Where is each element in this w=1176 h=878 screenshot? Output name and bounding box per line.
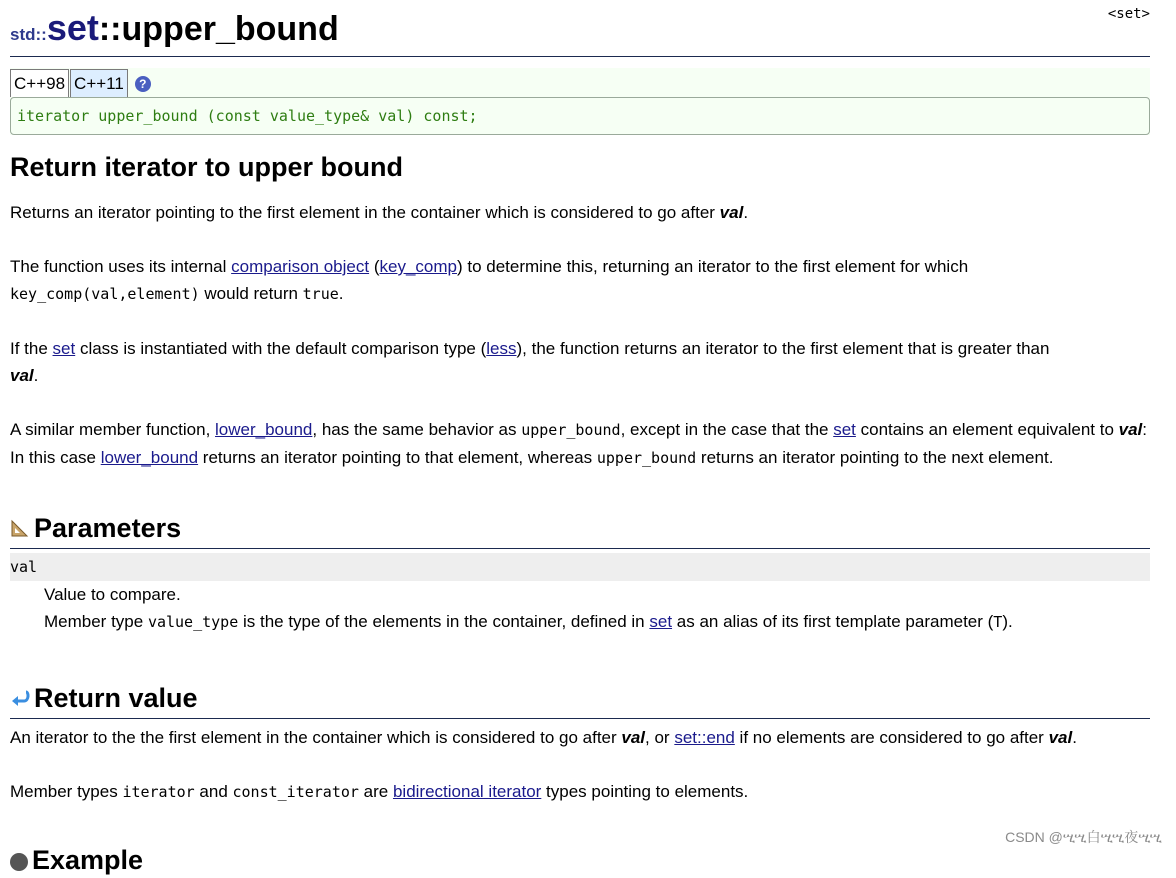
text: A similar member function,	[10, 420, 216, 439]
parameter-desc-line-1: Value to compare.	[44, 585, 181, 604]
inline-code: key_comp(val,element)	[10, 285, 200, 303]
lower-bound-link[interactable]: lower_bound	[100, 448, 199, 467]
text: if no elements are considered to go after	[734, 728, 1049, 747]
text: , has the same behavior as	[312, 420, 522, 439]
comparison-object-link[interactable]: comparison object	[231, 257, 370, 276]
text: ), the function returns an iterator to the first element that is greater than	[516, 339, 1050, 358]
example-icon	[10, 853, 28, 871]
text: (	[369, 257, 380, 276]
param-ref: val	[621, 728, 646, 747]
param-ref: val	[719, 203, 744, 222]
version-tabs	[10, 68, 1150, 97]
text: .	[33, 366, 39, 385]
tab-cpp11[interactable]: C++11	[70, 69, 128, 97]
text: returns an iterator pointing to the next element.	[696, 448, 1054, 467]
text: , except in the case that the	[620, 420, 834, 439]
function-prototype: iterator upper_bound (const value_type& val) const;	[10, 97, 1150, 135]
page-title	[10, 6, 339, 57]
parameters-heading: Parameters	[34, 513, 182, 543]
text: is the type of the elements in the container, defined in	[238, 612, 650, 631]
ruler-triangle-icon	[10, 518, 30, 538]
description-paragraph-2	[10, 253, 1150, 308]
inline-code: T	[993, 613, 1003, 631]
header-file-tag: <set>	[1107, 6, 1150, 22]
param-ref: val	[1048, 728, 1073, 747]
less-link[interactable]: less	[486, 339, 517, 358]
parameters-section-header	[10, 508, 1150, 549]
text: ) to determine this, returning an iterator to the first element for which	[456, 257, 969, 276]
param-ref: val	[1118, 420, 1143, 439]
bidirectional-iterator-link[interactable]: bidirectional iterator	[392, 782, 542, 801]
text: and	[194, 782, 233, 801]
inline-code: upper_bound	[596, 449, 697, 467]
text: would return	[199, 284, 303, 303]
parameter-description	[10, 581, 1150, 636]
return-value-heading: Return value	[34, 683, 198, 713]
text: are	[358, 782, 393, 801]
text: types pointing to elements.	[541, 782, 749, 801]
return-paragraph-1	[10, 724, 1150, 751]
text: returns an iterator pointing to that element, whereas	[198, 448, 597, 467]
text: contains an element equivalent to	[855, 420, 1119, 439]
text: , or	[645, 728, 675, 747]
declaration-box	[10, 68, 1150, 135]
set-link[interactable]: set	[649, 612, 673, 631]
text: as an alias of its first template parameter (	[672, 612, 994, 631]
text: ).	[1002, 612, 1013, 631]
description-paragraph-1	[10, 199, 1150, 226]
description-paragraph-4	[10, 416, 1150, 472]
text: Member type	[44, 612, 148, 631]
return-paragraph-2	[10, 778, 1150, 806]
description-paragraph-3	[10, 335, 1150, 389]
inline-code: iterator	[122, 783, 195, 801]
help-icon[interactable]: ?	[135, 76, 151, 92]
set-link[interactable]: set	[833, 420, 856, 439]
reference-page	[10, 0, 1150, 806]
set-link[interactable]: set	[52, 339, 76, 358]
inline-code: value_type	[147, 613, 239, 631]
text: .	[1072, 728, 1077, 747]
title-separator: ::	[98, 10, 122, 48]
text: class is instantiated with the default comparison type (	[75, 339, 487, 358]
parameter-desc-line-2	[44, 608, 1150, 636]
title-function: upper_bound	[121, 10, 339, 48]
lower-bound-link[interactable]: lower_bound	[215, 420, 313, 439]
return-arrow-icon	[10, 688, 30, 708]
parameter-name: val	[10, 553, 1150, 581]
title-class: set	[46, 7, 99, 48]
key-comp-link[interactable]: key_comp	[379, 257, 457, 276]
description-heading: Return iterator to upper bound	[10, 152, 403, 182]
text: Returns an iterator pointing to the first element in the container which is considered to go after	[10, 203, 720, 222]
text: Member types	[10, 782, 123, 801]
tab-cpp98[interactable]: C++98	[10, 69, 69, 97]
watermark: CSDN @ሢሢ白ሢሢ夜ሢሢ	[1005, 829, 1162, 845]
text: If the	[10, 339, 53, 358]
inline-code: upper_bound	[521, 421, 621, 439]
text: .	[743, 203, 749, 222]
title-namespace: std::	[10, 25, 47, 44]
text: .	[338, 284, 344, 303]
param-ref: val	[10, 366, 34, 385]
inline-code: const_iterator	[232, 783, 359, 801]
set-end-link[interactable]: set::end	[674, 728, 735, 747]
text: : In this case	[10, 420, 1147, 467]
example-section-header	[10, 842, 143, 878]
example-heading: Example	[32, 845, 144, 875]
text: The function uses its internal	[10, 257, 232, 276]
text: An iterator to the the first element in the container which is considered to go after	[10, 728, 622, 747]
return-value-section-header	[10, 678, 1150, 719]
page-header	[10, 0, 1150, 57]
inline-code: true	[302, 285, 339, 303]
